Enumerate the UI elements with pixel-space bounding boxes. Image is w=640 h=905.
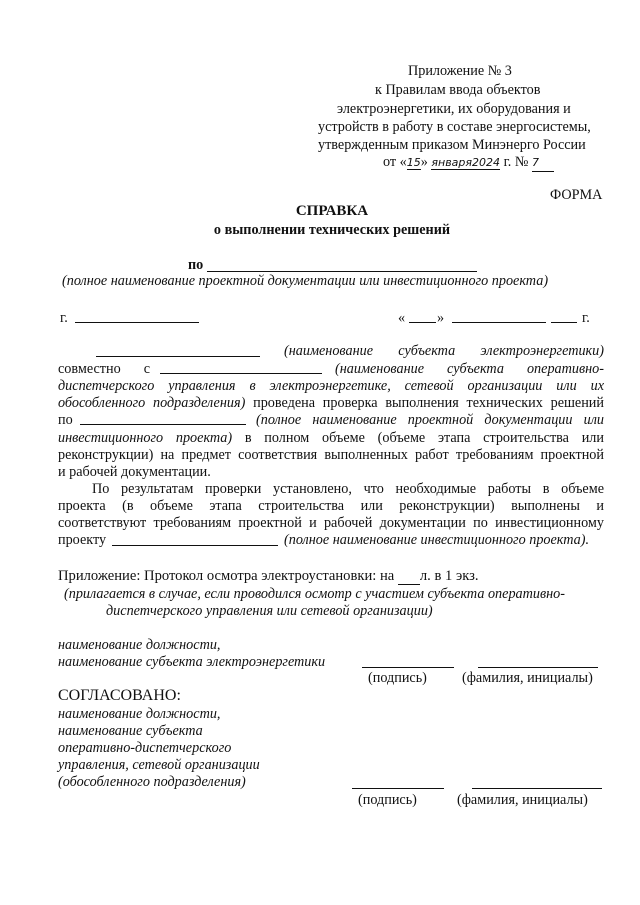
body-line: По результатам проверки установлено, что необходимые работы в объеме — [92, 481, 604, 497]
date-day-blank — [409, 322, 436, 323]
attachment-note: (прилагается в случае, если проводился осмотр с участием субъекта оперативно- — [64, 586, 565, 602]
city-label: г. — [60, 310, 68, 326]
jointly-label: совместно с — [58, 361, 150, 377]
agreed-subject: (обособленного подразделения) — [58, 774, 246, 790]
agreed-subject: управления, сетевой организации — [58, 757, 260, 773]
document-subtitle: о выполнении технических решений — [213, 222, 451, 238]
po-label: по — [188, 257, 204, 273]
agreed-position: наименование должности, — [58, 706, 221, 722]
operator-hint: (наименование субъекта оперативно- — [335, 361, 604, 377]
agreed-name-caption: (фамилия, инициалы) — [457, 792, 588, 808]
handwritten-number: 7 — [532, 154, 554, 172]
subject-blank — [96, 356, 260, 357]
project-doc-blank — [80, 424, 246, 425]
date-close-quote: » — [437, 310, 445, 326]
appendix-number: Приложение № 3 — [408, 63, 512, 79]
signature-caption: (подпись) — [368, 670, 427, 686]
appendix-line: устройств в работу в составе энергосистемы, — [318, 119, 591, 135]
doc-name-blank — [207, 271, 477, 272]
agreed-signature-line — [352, 788, 444, 789]
handwritten-day: 15 — [406, 156, 421, 169]
operator-blank — [160, 373, 322, 374]
body-line: обособленного подразделения) проведена проверка выполнения технических решений — [58, 395, 604, 411]
city-blank — [75, 322, 199, 323]
project-label: проекту — [58, 532, 107, 548]
investment-project-blank — [112, 545, 278, 546]
form-label: ФОРМА — [550, 187, 603, 203]
order-date: от «15» января2024 г. № 7 — [383, 154, 554, 172]
body-line: реконструкции) на предмет соответствия выполненных работ требованиям проектной — [58, 447, 604, 463]
appendix-line: к Правилам ввода объектов — [375, 82, 541, 98]
handwritten-year: 2024 — [472, 156, 501, 169]
agreed-subject: оперативно-диспетчерского — [58, 740, 232, 756]
appendix-line: утвержденным приказом Минэнерго России — [318, 137, 586, 153]
pages-blank — [398, 570, 420, 585]
document-title: СПРАВКА — [295, 203, 369, 219]
signer-name-line — [478, 667, 598, 668]
agreed-title: СОГЛАСОВАНО: — [58, 687, 181, 704]
attachment-note: диспетчерского управления или сетевой организации) — [106, 603, 433, 619]
doc-name-hint: (полное наименование проектной документации или инвестиционного проекта) — [62, 273, 549, 289]
body-line: и рабочей документации. — [58, 464, 211, 480]
signer-signature-line — [362, 667, 454, 668]
name-caption: (фамилия, инициалы) — [462, 670, 593, 686]
appendix-line: электроэнергетики, их оборудования и — [337, 101, 571, 117]
agreed-signature-caption: (подпись) — [358, 792, 417, 808]
date-year-label: г. — [582, 310, 590, 326]
project-doc-hint: (полное наименование проектной документации или — [256, 412, 604, 428]
signer-subject: наименование субъекта электроэнергетики — [58, 654, 326, 670]
agreed-name-line — [472, 788, 602, 789]
operator-hint-cont: диспетчерского управления в электроэнергетике, сетевой организации или их — [58, 378, 604, 394]
investment-project-hint: (полное наименование инвестиционного проекта). — [284, 532, 590, 548]
attachment-line: Приложение: Протокол осмотра электроустановки: на л. в 1 экз. — [58, 568, 479, 584]
date-year-blank — [551, 322, 577, 323]
subject-hint: (наименование субъекта электроэнергетики) — [284, 343, 604, 359]
date-month-blank — [452, 322, 546, 323]
date-open-quote: « — [398, 310, 406, 326]
handwritten-month: января — [431, 156, 473, 169]
body-line: инвестиционного проекта) в полном объеме (объеме этапа строительства или — [58, 430, 604, 446]
signer-position: наименование должности, — [58, 637, 221, 653]
body-line: проекта (в объеме этапа строительства или реконструкции) выполнены и — [58, 498, 604, 514]
body-line: соответствуют требованиям проектной и рабочей документации по инвестиционному — [58, 515, 604, 531]
agreed-subject: наименование субъекта — [58, 723, 203, 739]
po-label-2: по — [58, 412, 73, 428]
